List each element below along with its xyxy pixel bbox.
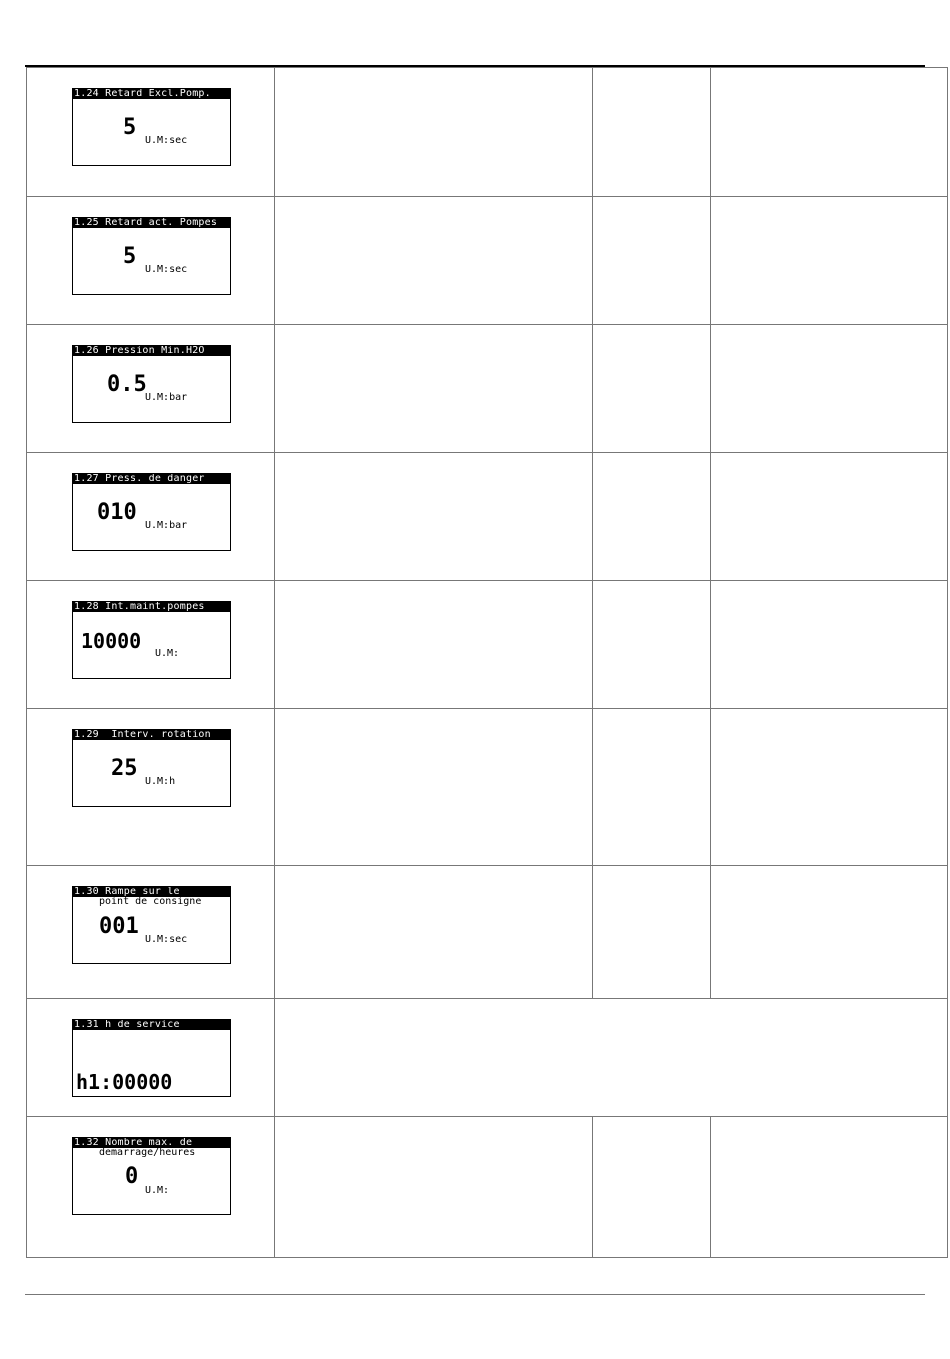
lcd-screen — [72, 729, 231, 807]
notes-cell — [711, 1117, 948, 1258]
description-cell — [275, 325, 593, 453]
lcd-hour-counter-1: h1:00000 — [76, 1070, 173, 1094]
lcd-screen — [72, 88, 231, 166]
notes-cell — [711, 453, 948, 581]
lcd-params — [155, 629, 215, 679]
lcd-subtitle: demarrage/heures — [99, 1147, 196, 1158]
description-cell — [275, 68, 593, 197]
lcd-value: 0 — [125, 1164, 139, 1189]
lcd-cell — [27, 197, 275, 325]
lcd-title: 1.30 Rampe sur le — [73, 887, 230, 897]
lcd-value: 0.5 — [107, 372, 147, 397]
lcd-params — [145, 1166, 205, 1215]
description-cell — [275, 1117, 593, 1258]
lcd-value: 5 — [123, 244, 137, 269]
lcd-title: 1.27 Press. de danger — [73, 474, 230, 484]
table-row — [27, 709, 948, 866]
lcd-cell — [27, 453, 275, 581]
lcd-unit: U.M:sec — [145, 934, 188, 945]
lcd-unit: U.M: — [155, 648, 180, 659]
lcd-value: 25 — [111, 756, 138, 781]
merged-description-cell — [275, 999, 948, 1117]
lcd-params — [145, 915, 205, 964]
lcd-screen — [72, 886, 231, 964]
lcd-unit: U.M:h — [145, 776, 176, 787]
lcd-value: 010 — [97, 500, 137, 525]
lcd-screen — [72, 601, 231, 679]
table-row — [27, 68, 948, 197]
lcd-params — [145, 245, 205, 295]
description-cell — [275, 866, 593, 999]
value-cell — [593, 1117, 711, 1258]
value-cell — [593, 709, 711, 866]
bottom-rule — [25, 1294, 925, 1295]
lcd-value: 001 — [99, 914, 139, 939]
value-cell — [593, 197, 711, 325]
parameter-table — [26, 67, 948, 1258]
lcd-title: 1.29 Interv. rotation — [73, 730, 230, 740]
lcd-unit: U.M:sec — [145, 135, 188, 146]
lcd-value: 5 — [123, 115, 137, 140]
lcd-title: 1.31 h de service — [73, 1020, 230, 1030]
table-row — [27, 999, 948, 1117]
lcd-cell — [27, 325, 275, 453]
lcd-title: 1.28 Int.maint.pompes — [73, 602, 230, 612]
value-cell — [593, 581, 711, 709]
description-cell — [275, 197, 593, 325]
lcd-hours — [76, 1032, 196, 1097]
lcd-unit: U.M: — [145, 1185, 170, 1196]
lcd-unit: U.M:bar — [145, 392, 188, 403]
lcd-params — [145, 757, 205, 807]
table-row — [27, 866, 948, 999]
lcd-screen — [72, 217, 231, 295]
lcd-value: 10000 — [81, 629, 142, 653]
lcd-title: 1.25 Retard act. Pompes — [73, 218, 230, 228]
lcd-screen — [72, 1137, 231, 1215]
table-row — [27, 197, 948, 325]
lcd-unit: U.M:bar — [145, 520, 188, 531]
table-row — [27, 1117, 948, 1258]
value-cell — [593, 325, 711, 453]
description-cell — [275, 453, 593, 581]
lcd-screen — [72, 1019, 231, 1097]
notes-cell — [711, 866, 948, 999]
description-cell — [275, 709, 593, 866]
lcd-screen — [72, 345, 231, 423]
table-row — [27, 453, 948, 581]
description-cell — [275, 581, 593, 709]
lcd-title: 1.32 Nombre max. de — [73, 1138, 230, 1148]
lcd-title: 1.26 Pression Min.H2O — [73, 346, 230, 356]
notes-cell — [711, 197, 948, 325]
notes-cell — [711, 581, 948, 709]
table-row — [27, 325, 948, 453]
lcd-cell — [27, 68, 275, 197]
lcd-cell — [27, 999, 275, 1117]
lcd-subtitle: point de consigne — [99, 896, 202, 907]
lcd-params — [145, 116, 205, 166]
lcd-title: 1.24 Retard Excl.Pomp. — [73, 89, 230, 99]
table-row — [27, 581, 948, 709]
value-cell — [593, 453, 711, 581]
lcd-cell — [27, 1117, 275, 1258]
lcd-screen — [72, 473, 231, 551]
value-cell — [593, 866, 711, 999]
notes-cell — [711, 709, 948, 866]
lcd-cell — [27, 581, 275, 709]
lcd-params — [145, 501, 205, 551]
lcd-unit: U.M:sec — [145, 264, 188, 275]
value-cell — [593, 68, 711, 197]
lcd-cell — [27, 866, 275, 999]
lcd-cell — [27, 709, 275, 866]
notes-cell — [711, 325, 948, 453]
notes-cell — [711, 68, 948, 197]
lcd-params — [145, 373, 205, 423]
